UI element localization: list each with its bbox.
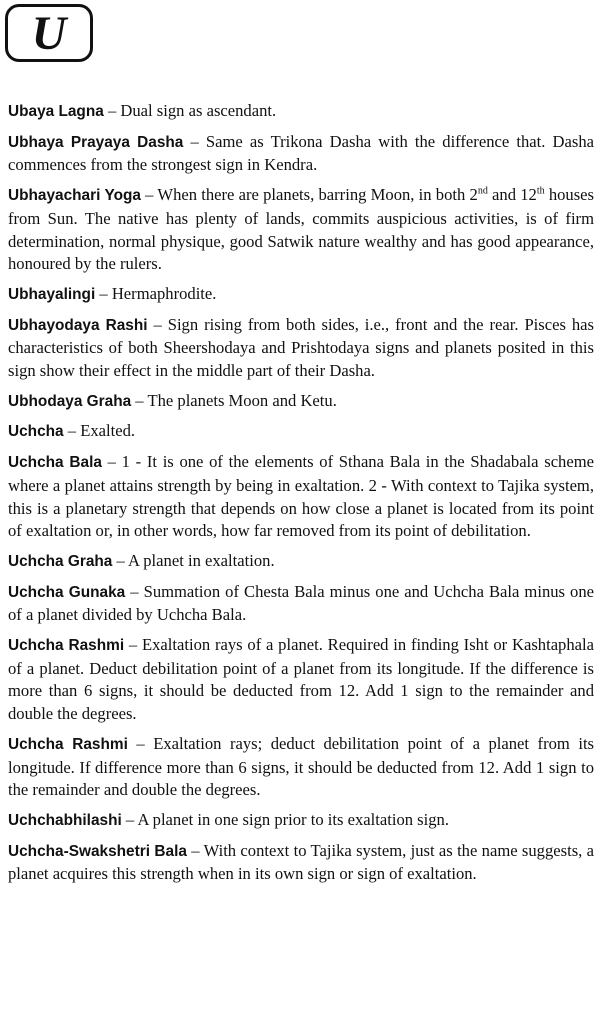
glossary-entry: Ubhayodaya Rashi – Sign rising from both sides, i.e., front and the rear. Pisces has characteristics of both Sheershodaya and Prishtodaya signs and planets posited in this sign show their effect in the middle part of their Dasha. [8, 314, 595, 381]
entry-definition: With context to Tajika system, just as the name suggests, a planet acquires this strength when in its own sign or sign of exaltation. [8, 840, 594, 884]
glossary-entry: Ubhayalingi – Hermaphrodite. [8, 283, 217, 303]
entry-term: Ubhayachari Yoga [8, 187, 141, 205]
entry-definition: Sign rising from both sides, i.e., front and the rear. Pisces has characteristics of both Sheershodaya and Prishtodaya signs and planets posited in this sign show their effect in the middle part of their Dasha. [8, 314, 595, 381]
glossary-entry: Ubhayachari Yoga – When there are planets, barring Moon, in both 2nd and 12th houses from Sun. The native has plenty of lands, commits auspicious activities, is of firm determination, normal physique, good Satwik nature wealthy and has good appearance, honoured by the rulers. [8, 185, 595, 274]
entry-definition: The planets Moon and Ketu. [147, 390, 337, 410]
glossary-entry: Uchchabhilashi – A planet in one sign prior to its exaltation sign. [8, 809, 449, 829]
glossary-entry: Ubhodaya Graha – The planets Moon and Ketu. [8, 390, 337, 410]
entry-definition: Hermaphrodite. [111, 283, 217, 303]
entry-term: Uchcha Gunaka [8, 583, 126, 601]
glossary-entry: Ubaya Lagna – Dual sign as ascendant. [8, 101, 277, 120]
entry-term: Uchchabhilashi [8, 811, 122, 829]
glossary-entry: Uchcha Bala – 1 - It is one of the elements of Sthana Bala in the Shadabala scheme where a planet attains strength by being in exaltation. 2 - With context to Tajika system, this is a planetary strength that depends on how close a planet is located from its point of exaltation or, in other words, how far removed from its point of debilitation. [8, 452, 594, 541]
entry-term: Uchcha Graha [8, 552, 113, 570]
entry-term: Uchcha [8, 423, 64, 441]
glossary-entry: Uchcha Graha – A planet in exaltation. [8, 550, 275, 570]
entry-definition: Exaltation rays; deduct debilitation point of a planet from its longitude. If difference more than 6 signs, it should be deducted from 12. Add 1 sign to the remainder and double the degrees. [8, 733, 595, 800]
entry-term: Ubaya Lagna [8, 103, 104, 120]
entry-definition: Summation of Chesta Bala minus one and Uchcha Bala minus one of a planet divided by Uchcha Bala. [8, 581, 594, 625]
entry-definition: Same as Trikona Dasha with the difference that. Dasha commences from the strongest sign in Kendra. [8, 131, 594, 175]
section-letter: U [31, 7, 67, 60]
glossary-entry: Uchcha Rashmi – Exaltation rays; deduct debilitation point of a planet from its longitude. If difference more than 6 signs, it should be deducted from 12. Add 1 sign to the remainder and double the degrees. [8, 733, 595, 800]
entry-definition: Exaltation rays of a planet. Required in finding Isht or Kashtaphala of a planet. Deduct debilitation point of a planet from its longitude. If the difference is more than 6 signs, it should be deducted from 12. Add 1 sign to the remainder and double the degrees. [8, 635, 594, 724]
glossary-entry: Uchcha Gunaka – Summation of Chesta Bala minus one and Uchcha Bala minus one of a planet divided by Uchcha Bala. [8, 581, 594, 625]
entry-definition: Exalted. [80, 421, 136, 441]
entry-definition: Dual sign as ascendant. [120, 101, 277, 120]
entry-definition: When there are planets, barring Moon, in both 2nd and 12th houses from Sun. The native has plenty of lands, commits auspicious activities, is of firm determination, normal physique, good Satwik nature wealthy and has good appearance, honoured by the rulers. [8, 185, 595, 274]
glossary-entries [8, 100, 594, 893]
entry-term: Ubhodaya Graha [8, 392, 132, 410]
entry-term: Ubhaya Prayaya Dasha [8, 133, 184, 151]
glossary-entry: Uchcha – Exalted. [8, 421, 136, 441]
entry-term: Uchcha Rashmi [8, 735, 128, 753]
entry-definition: A planet in one sign prior to its exaltation sign. [137, 809, 449, 829]
section-letter-box [5, 4, 93, 62]
glossary-entry: Ubhaya Prayaya Dasha – Same as Trikona Dasha with the difference that. Dasha commences from the strongest sign in Kendra. [8, 131, 594, 175]
glossary-entry: Uchcha Rashmi – Exaltation rays of a planet. Required in finding Isht or Kashtaphala of a planet. Deduct debilitation point of a planet from its longitude. If the difference is more than 6 signs, it should be deducted from 12. Add 1 sign to the remainder and double the degrees. [8, 635, 594, 724]
glossary-entry: Uchcha-Swakshetri Bala – With context to Tajika system, just as the name suggests, a planet acquires this strength when in its own sign or sign of exaltation. [8, 840, 594, 884]
entry-term: Ubhayodaya Rashi [8, 316, 148, 334]
entry-definition: 1 - It is one of the elements of Sthana Bala in the Shadabala scheme where a planet attains strength by being in exaltation. 2 - With context to Tajika system, this is a planetary strength that depends on how close a planet is located from its point of exaltation or, in other words, how far removed from its point of debilitation. [8, 452, 594, 541]
entry-term: Uchcha Bala [8, 454, 102, 472]
entry-definition: A planet in exaltation. [128, 550, 275, 570]
entry-term: Ubhayalingi [8, 285, 96, 303]
entry-term: Uchcha Rashmi [8, 637, 125, 655]
entry-term: Uchcha-Swakshetri Bala [8, 842, 187, 860]
